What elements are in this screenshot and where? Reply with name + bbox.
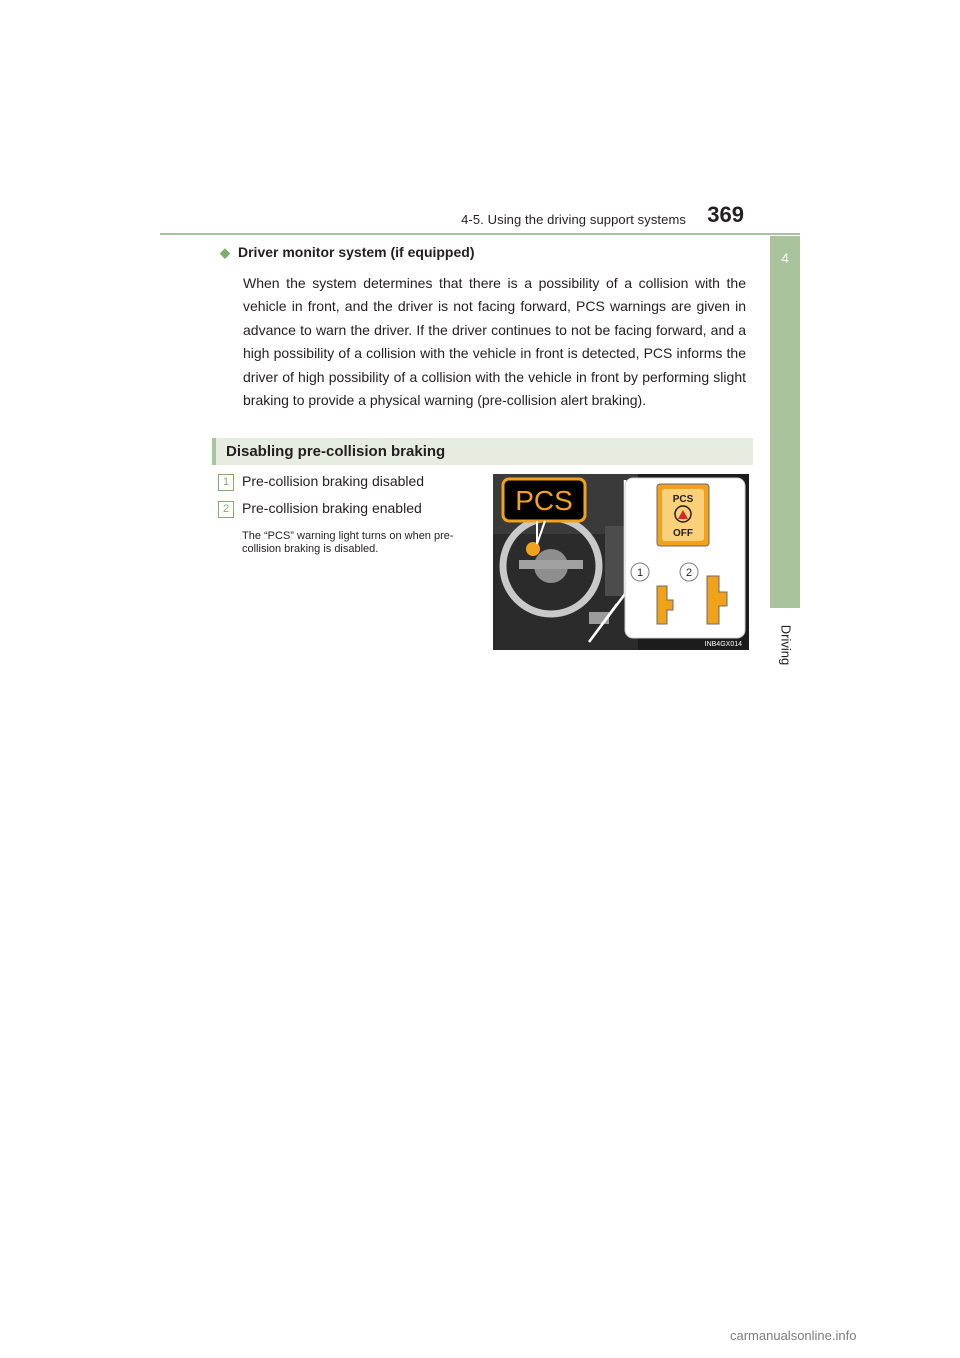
callout-1: 1 — [636, 567, 644, 579]
chapter-label-text: Driving — [778, 624, 794, 666]
note-text: The “PCS” warning light turns on when pre-collision braking is disabled. — [242, 530, 454, 555]
section-heading-text: Disabling pre-collision braking — [226, 443, 446, 460]
list-item — [218, 473, 425, 491]
item-label: Pre-collision braking disabled — [242, 473, 425, 489]
list-item — [218, 500, 422, 518]
chapter-number: 4 — [781, 250, 789, 266]
pcs-switch-illustration — [493, 474, 749, 650]
page-header — [160, 200, 800, 236]
subheading — [220, 244, 474, 261]
subheading-text: Driver monitor system (if equipped) — [238, 244, 475, 260]
section-heading — [212, 438, 753, 465]
pcs-indicator-text: PCS — [515, 485, 573, 516]
item-label: Pre-collision braking enabled — [242, 500, 422, 516]
steering-spoke — [519, 560, 583, 569]
item-number: 1 — [218, 474, 234, 491]
item-number: 2 — [218, 501, 234, 518]
body-paragraph: When the system determines that there is a possibility of a collision with the vehicle in front, and the driver is not facing forward, PCS warnings are given in advance to warn the driver. If the driver continues to not be facing forward, and a high possibility of a collision with the vehicle in front is detected, PCS informs the driver of high possibility of a collision with the vehicle in front by performing slight braking to provide a physical warning (pre-collision alert braking). — [243, 275, 746, 409]
chapter-label — [778, 620, 794, 670]
header-rule — [160, 233, 800, 235]
section-title: 4-5. Using the driving support systems — [461, 212, 686, 227]
switch-bottom-label: OFF — [673, 528, 693, 539]
switch-top-label: PCS — [672, 494, 694, 505]
page-number: 369 — [707, 202, 744, 227]
diamond-bullet-icon: ◆ — [220, 245, 230, 260]
figure-code: INB4GX014 — [704, 641, 742, 648]
site-watermark: carmanualsonline.info — [730, 1328, 857, 1343]
callout-2: 2 — [685, 567, 693, 579]
chapter-tab[interactable] — [770, 236, 800, 608]
